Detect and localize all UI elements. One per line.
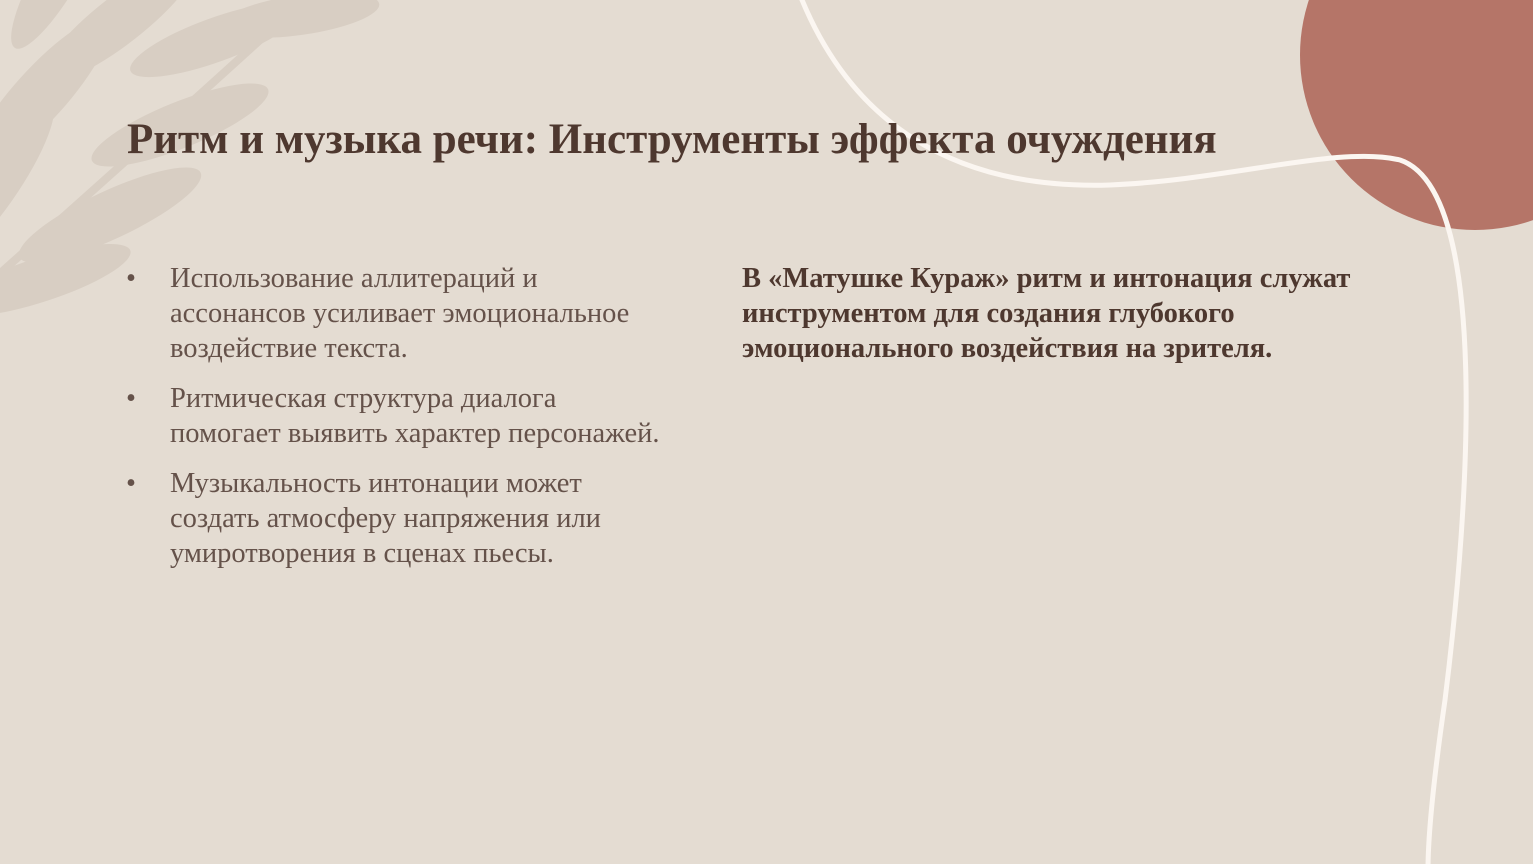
bullet-marker: • (126, 263, 136, 294)
slide-title: Ритм и музыка речи: Инструменты эффекта очуждения (127, 116, 1217, 163)
bullet-text: Использование аллитераций и ассонансов усиливает эмоциональное воздействие текста. (170, 263, 630, 364)
bullet-text: Музыкальность интонации может создать атмосферу напряжения или умиротворения в сценах пьесы. (170, 468, 601, 569)
bullet-marker: • (126, 468, 136, 499)
bullet-item (126, 381, 666, 451)
bullet-list (126, 261, 666, 586)
accent-circle (1300, 0, 1533, 230)
bullet-marker: • (126, 383, 136, 414)
bullet-item (126, 466, 666, 571)
bullet-text: Ритмическая структура диалога помогает выявить характер персонажей. (170, 383, 660, 449)
bullet-item (126, 261, 666, 366)
side-note: В «Матушке Кураж» ритм и интонация служат инструментом для создания глубокого эмоционального воздействия на зрителя. (742, 263, 1351, 364)
